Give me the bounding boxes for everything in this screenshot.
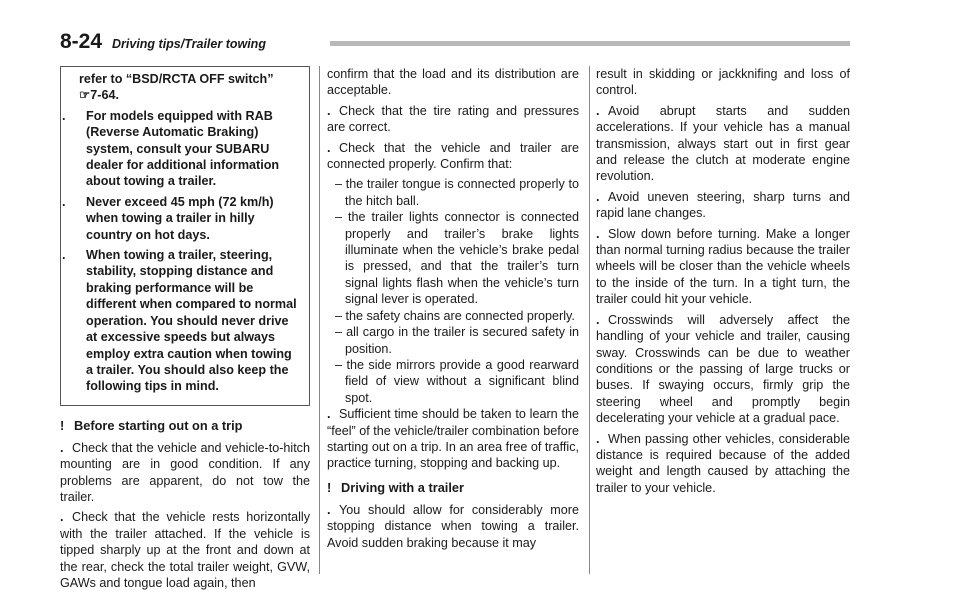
bullet-icon: . [327, 103, 331, 118]
sub-item: – all cargo in the trailer is secured safety in position. [335, 325, 579, 356]
column-divider [589, 66, 590, 574]
bullet-icon: . [60, 440, 64, 455]
body-bullet: . Slow down before turning. Make a longer than normal turning radius because the trailer wheels will be closer than the vehicle wheels to the inside of the turn. In a tight turn, the trailer could hit your vehicle. [596, 226, 850, 307]
sub-item: – the trailer tongue is connected properly to the hitch ball. [335, 177, 579, 208]
section-heading: ! Before starting out on a trip [60, 417, 243, 433]
column-1 [60, 66, 310, 595]
column-2 [327, 66, 579, 555]
bullet-icon: . [327, 140, 331, 155]
column-3 [596, 66, 850, 500]
sub-item: – the safety chains are connected properly. [335, 308, 575, 323]
warning-box [60, 66, 310, 406]
sub-item: – the trailer lights connector is connected properly and trailer’s brake lights illuminate when the vehicle’s brake pedal is pressed, and that the trailer’s turn signal lights flash when the vehicle’s turn signal lever is operated. [335, 210, 579, 307]
warning-item: . When towing a trailer, steering, stability, stopping distance and braking performance will be different when compared to normal operation. You should never drive at excessive speeds but always employ extra caution when towing a trailer. You should also keep the following tips in mind. [62, 248, 297, 394]
bullet-icon: . [62, 108, 66, 123]
bullet-icon: . [327, 502, 331, 517]
body-bullet: . When passing other vehicles, considerable distance is required because of the added weight and length caused by attaching the trailer to your vehicle. [596, 431, 850, 495]
body-bullet: . Avoid abrupt starts and sudden accelerations. If your vehicle has a manual transmission, always start out in first gear and release the clutch at moderate engine revolution. [596, 103, 850, 184]
bullet-icon: . [62, 248, 66, 263]
header-rule [330, 41, 850, 46]
body-bullet: . Check that the vehicle and trailer are connected properly. Confirm that: [327, 140, 579, 172]
section-heading: ! Driving with a trailer [327, 479, 465, 495]
body-paragraph: confirm that the load and its distribution are acceptable. [327, 67, 579, 98]
warning-ref [69, 71, 301, 104]
body-bullet: . Check that the vehicle rests horizontally with the trailer attached. If the vehicle is tipped sharply up at the front and down at the rear, check the total trailer weight, GVW, GAWs and tongue load again, then [60, 510, 310, 590]
heading-mark-icon: ! [327, 479, 332, 495]
bullet-icon: . [596, 189, 600, 204]
bullet-icon: . [596, 103, 600, 118]
body-bullet: . Avoid uneven steering, sharp turns and rapid lane changes. [596, 189, 850, 221]
body-bullet: . You should allow for considerably more stopping distance when towing a trailer. Avoid sudden braking because it may [327, 502, 579, 550]
body-bullet: . Check that the tire rating and pressures are correct. [327, 103, 579, 135]
page-header [60, 30, 850, 56]
warning-item: . For models equipped with RAB (Reverse Automatic Braking) system, consult your SUBARU dealer for additional information about towing a trailer. [62, 108, 280, 189]
bullet-icon: . [596, 226, 600, 241]
bullet-icon: . [596, 312, 600, 327]
sub-item: – the side mirrors provide a good rearward field of view without a significant blind spot. [335, 357, 579, 405]
page-ref-link[interactable]: ☞7-64. [79, 88, 119, 103]
body-bullet: . Crosswinds will adversely affect the handling of your vehicle and trailer, causing sway. Crosswinds can be due to weather conditions or the passing of large trucks or buses. If swaying occurs, firmly grip the steering wheel and promptly begin decelerating your vehicle at a gradual pace. [596, 312, 850, 426]
body-bullet: . Check that the vehicle and vehicle-to-hitch mounting are in good condition. If any problems are apparent, do not tow the trailer. [60, 440, 310, 504]
page-number: 8-24 [60, 30, 103, 53]
bullet-icon: . [60, 510, 64, 525]
bullet-icon: . [327, 407, 331, 422]
bullet-icon: . [62, 194, 66, 209]
body-paragraph: result in skidding or jackknifing and loss of control. [596, 67, 850, 98]
warning-item: . Never exceed 45 mph (72 km/h) when towing a trailer in hilly country on hot days. [62, 194, 274, 242]
heading-mark-icon: ! [60, 417, 65, 433]
bullet-icon: . [596, 431, 600, 446]
section-title: Driving tips/Trailer towing [112, 37, 266, 51]
column-divider [319, 66, 320, 574]
body-bullet: . Sufficient time should be taken to learn the “feel” of the vehicle/trailer combination before starting out on a trip. In an area free of traffic, practice turning, stopping and backing up. [327, 407, 580, 471]
warning-ref-text: refer to “BSD/RCTA OFF switch” [79, 72, 274, 86]
